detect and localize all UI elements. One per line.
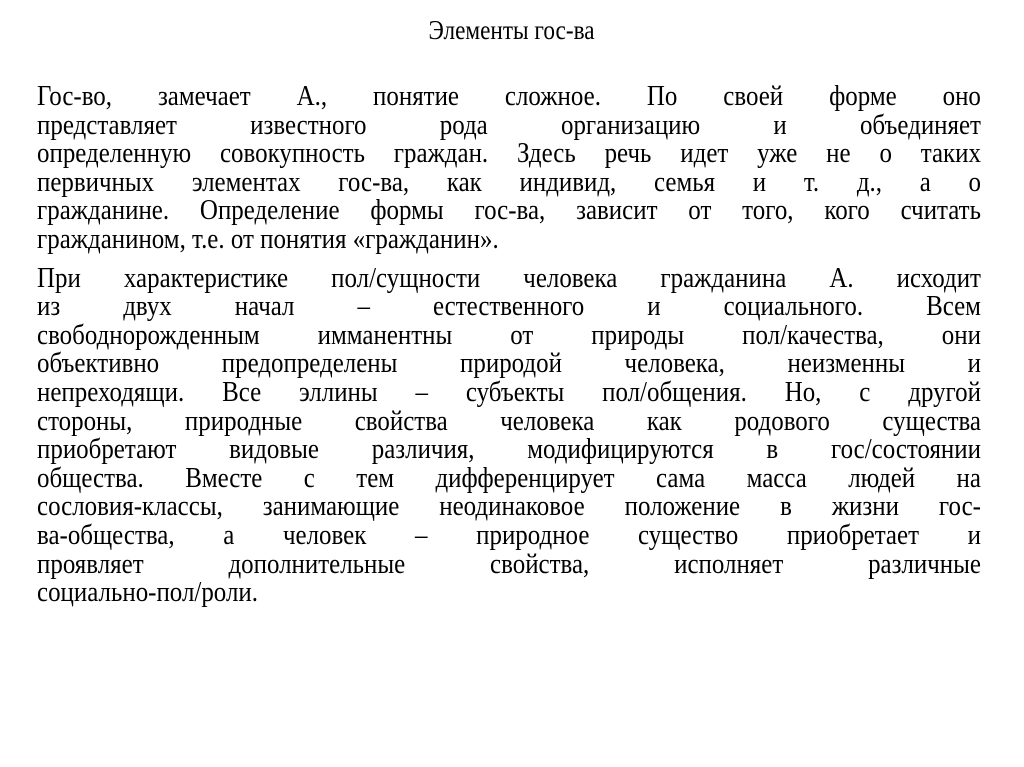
paragraph-2: [37, 261, 981, 609]
text-line: сословия-классы, занимающие неодинаковое положение в жизни гос-: [37, 490, 981, 523]
text-line: проявляет дополнительные свойства, исполняет различные: [37, 547, 981, 580]
text-line: определенную совокупность граждан. Здесь речь идет уже не о таких: [37, 137, 981, 170]
text-line: из двух начал – естественного и социального. Всем: [37, 290, 981, 323]
paragraph-1: [37, 82, 981, 254]
text-line: непреходящи. Все эллины – субъекты пол/общения. Но, с другой: [37, 375, 981, 408]
text-line: При характеристике пол/сущности человека гражданина А. исходит: [37, 261, 981, 294]
slide-title: [0, 14, 1024, 46]
text-line: объективно предопределены природой человека, неизменны и: [37, 347, 981, 380]
text-line: ва-общества, а человек – природное существо приобретает и: [37, 518, 981, 551]
text-line: общества. Вместе с тем дифференцирует сама масса людей на: [37, 461, 981, 494]
text-line: первичных элементах гос-ва, как индивид, семья и т. д., а о: [37, 165, 981, 198]
text-line: представляет известного рода организацию и объединяет: [37, 108, 981, 141]
slide-title-text: Элементы гос-ва: [428, 15, 596, 45]
slide-body: [37, 82, 981, 607]
text-line: приобретают видовые различия, модифицируются в гос/состоянии: [37, 433, 981, 466]
text-line: свободнорожденным имманентны от природы пол/качества, они: [37, 318, 981, 351]
text-line: социально-пол/роли.: [37, 576, 258, 609]
text-line: гражданине. Определение формы гос-ва, зависит от того, кого считать: [37, 194, 981, 227]
text-line: гражданином, т.е. от понятия «гражданин».: [37, 222, 499, 255]
text-line: стороны, природные свойства человека как родового существа: [37, 404, 981, 437]
text-line: Гос-во, замечает А., понятие сложное. По своей форме оно: [37, 80, 981, 112]
